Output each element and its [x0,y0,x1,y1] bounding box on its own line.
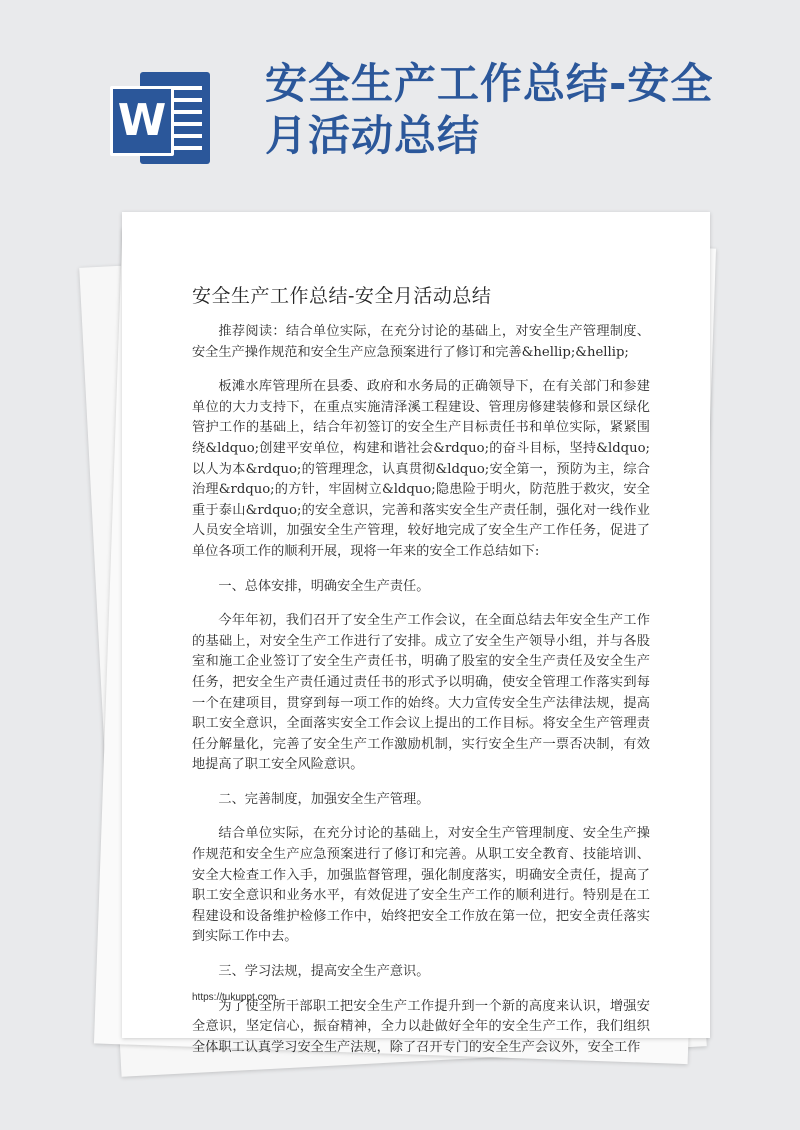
section-heading: 二、完善制度，加强安全生产管理。 [218,791,430,807]
paragraph: 为了使全所干部职工把安全生产工作提升到一个新的高度来认识，增强安全意识，坚定信心，振奋精神，全力以赴做好全年的安全生产工作，我们组织全体职工认真学习安全生产法规，除了召开专门的安全生产会议外，安全工作 [192,998,650,1055]
section-heading: 三、学习法规，提高安全生产意识。 [218,964,430,980]
paragraph: 结合单位实际，在充分讨论的基础上，对安全生产管理制度、安全生产操作规范和安全生产应急预案进行了修订和完善。从职工安全教育、技能培训、安全大检查工作入手，加强监督管理，强化制度落实，明确安全责任，提高了职工安全意识和业务水平，有效促进了安全生产工作的顺利进行。特别是在工程建设和设备维护检修工作中，始终把安全工作放在第一位，把安全责任落实到实际工作中去。 [192,826,650,945]
word-icon [110,72,210,164]
document-page [122,212,710,1055]
document-title: 安全生产工作总结-安全月活动总结 [192,285,492,307]
page-title: 安全生产工作总结-安全月活动总结 [265,59,714,160]
footer-url: https://tukuppt.com [192,992,277,1003]
section-heading: 一、总体安排，明确安全生产责任。 [218,578,430,594]
word-icon-letter: W [110,86,174,156]
paragraph: 板滩水库管理所在县委、政府和水务局的正确领导下，在有关部门和参建单位的大力支持下，在重点实施清泽溪工程建设、管理房修建装修和景区绿化管护工作的基础上，结合年初签订的安全生产目标责任书和单位实际，紧紧围绕&ldquo;创建平安单位，构建和谐社会&rdquo;的奋斗目标，坚持&ldquo;以人为本&rdquo;的管理理念，认真贯彻&ldquo;安全第一，预防为主，综合治理&rdquo;的方针，牢固树立&ldquo;隐患险于明火，防范胜于救灾，安全重于泰山&rdquo;的安全意识，完善和落实安全生产责任制，强化对一线作业人员安全培训，加强安全生产管理，较好地完成了安全生产工作任务，促进了单位各项工作的顺利开展，现将一年来的安全工作总结如下: [192,379,650,559]
paragraph: 推荐阅读：结合单位实际，在充分讨论的基础上，对安全生产管理制度、安全生产操作规范和安全生产应急预案进行了修订和完善&hellip;&hellip; [192,324,650,360]
document-body [192,322,650,1072]
paragraph: 今年年初，我们召开了安全生产工作会议，在全面总结去年安全生产工作的基础上，对安全生产工作进行了安排。成立了安全生产领导小组，并与各股室和施工企业签订了安全生产责任书，明确了股室的安全生产责任及安全生产任务，把安全生产责任通过责任书的形式予以明确，使安全管理工作落实到每一个在建项目，贯穿到每一项工作的始终。大力宣传安全生产法律法规，提高职工安全意识，全面落实安全工作会议上提出的工作目标。将安全生产管理责任分解量化，完善了安全生产工作激励机制，实行安全生产一票否决制，有效地提高了职工安全风险意识。 [192,613,650,773]
header [0,0,800,210]
